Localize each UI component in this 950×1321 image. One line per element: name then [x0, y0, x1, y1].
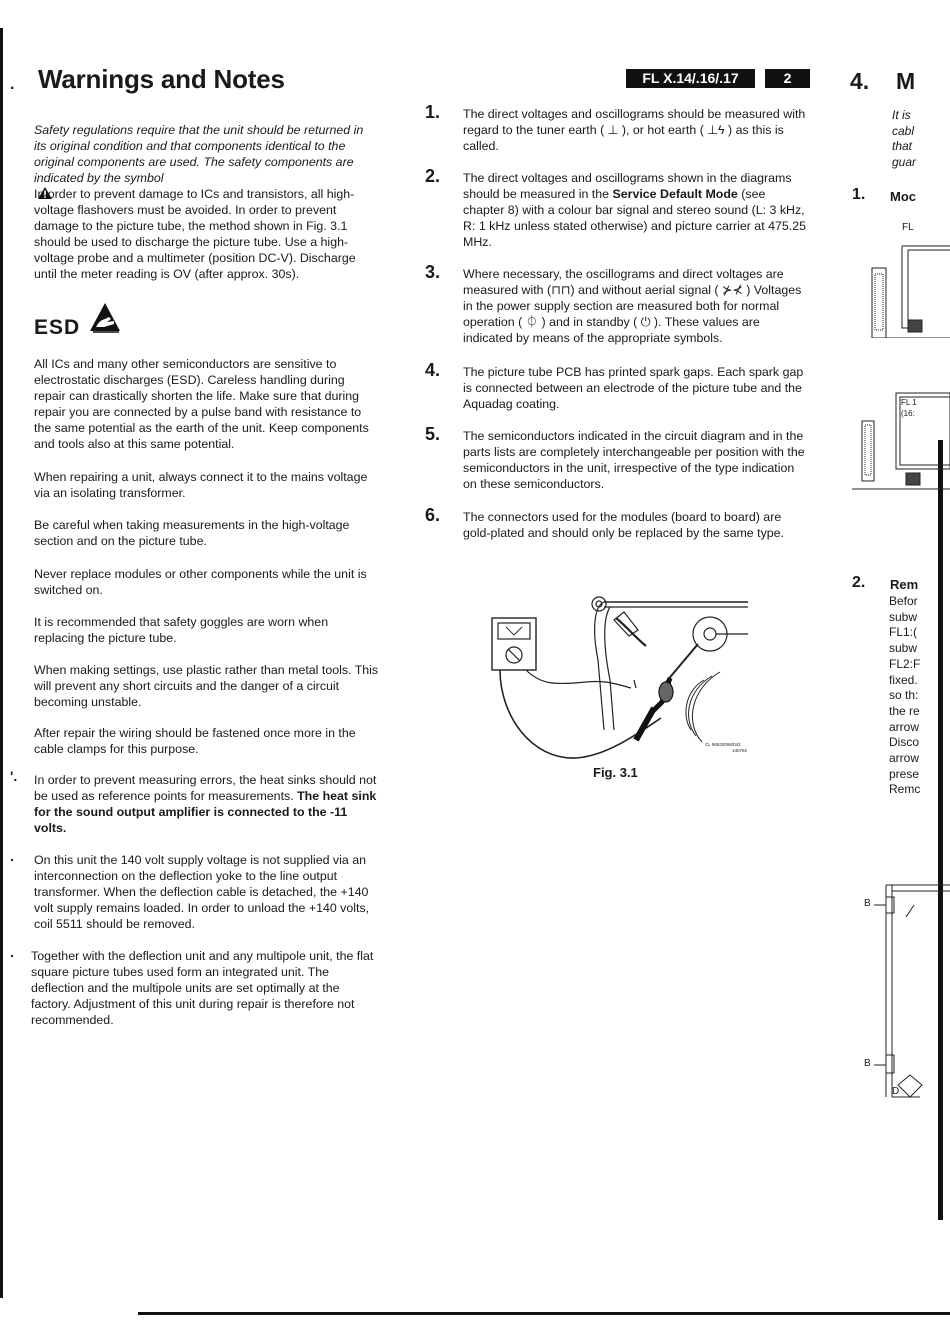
module-drawing-top [852, 238, 950, 338]
note-number: 4. [425, 360, 441, 380]
note-item: The semiconductors indicated in the circuit diagram and in the parts lists are completely interchangeable per position with the semiconductors in the unit, irrespective of the type indication on these semiconductors. [463, 429, 805, 491]
careful-paragraph: Be careful when taking measurements in the high-voltage section and on the picture tube. [34, 518, 350, 548]
note-number: 2. [425, 166, 441, 186]
tools-paragraph: When making settings, use plastic rather than metal tools. This will prevent any short circuits and the danger of a circuit becoming unstable. [34, 663, 379, 709]
next-section-title: M [896, 68, 916, 94]
subsection-number: 2. [852, 574, 866, 591]
note-item: The picture tube PCB has printed spark gaps. Each spark gap is connected between an electrode of the picture tube and the Aquadag coating. [463, 365, 804, 411]
note-item: The connectors used for the modules (board to board) are gold-plated and should only be replaced by the same type. [463, 510, 784, 540]
wiring-paragraph: After repair the wiring should be fastened once more in the cable clamps for this purpose. [34, 726, 356, 756]
safety-intro-text: Safety regulations require that the unit should be returned in its original condition and that components identical to the original components are used. The safety components are indicated by the symbol [34, 123, 364, 185]
figure-caption: Fig. 3.1 [593, 765, 638, 780]
subsection-body: Befor subw FL1:( subw FL2:F fixed. so th: the re arrow Disco arrow presе Remc [889, 594, 921, 797]
bullet-mark: . [10, 848, 14, 864]
title-marker: . [10, 76, 15, 93]
note-text: (see chapter 8) with a colour bar signal and stereo sound (L: 3 kHz, R: 1 kHz unless stated otherwise) and picture carrier at 475.25 MHz. [463, 187, 806, 249]
b-label-bottom: B [864, 1058, 871, 1069]
deflection-paragraph: Together with the deflection unit and any multipole unit, the flat square picture tubes used form an integrated unit. The deflection and the multipole units are set optimally at the factory. Adjustment of this unit during repair is therefore not recommended. [31, 949, 374, 1027]
note-number: 6. [425, 505, 441, 525]
note-item: Where necessary, the oscillograms and direct voltages are measured with (⊓⊓) and without aerial signal ( ⊁⊀ ) Voltages in the power supply section are measured both for normal operation ( ⏀ ) and in standby ( ⏻ ). These values are indicated by means of the appropriate symbols. [463, 267, 802, 345]
fl-label: FL [902, 222, 914, 233]
fl1-sub-label: (16: [901, 409, 915, 418]
d-label: D [892, 1086, 900, 1097]
goggles-paragraph: It is recommended that safety goggles are worn when replacing the picture tube. [34, 615, 329, 645]
note-number: 3. [425, 262, 441, 282]
note-text: The direct voltages and oscillograms shown in the diagrams should be measured in the [463, 171, 792, 201]
connector-drawing [870, 875, 950, 1105]
next-section-intro: It is cabl that guar [892, 108, 917, 170]
fl1-label: FL 1 [901, 398, 917, 407]
mains-paragraph: When repairing a unit, always connect it to the mains voltage via an isolating transformer. [34, 470, 368, 500]
never-replace-paragraph: Never replace modules or other components while the unit is switched on. [34, 567, 367, 597]
note-number: 1. [425, 102, 441, 122]
subsection-number: 1. [852, 186, 866, 203]
b-label-top: B [864, 898, 871, 909]
subsection-title: Rem [890, 577, 919, 592]
bullet-mark: '. [10, 768, 18, 784]
model-tag: FL X.14/.16/.17 [626, 69, 755, 88]
subsection-title: Moc [890, 189, 916, 204]
heatsink-bold-text: The heat sink for the sound output amplifier is connected to the -11 volts. [34, 789, 377, 835]
bullet-mark: . [10, 944, 14, 960]
heatsink-text: In order to prevent measuring errors, the heat sinks should not be used as reference points for measurements. [34, 773, 377, 803]
figure-code: CL 96532098/042 [705, 742, 741, 747]
note-item [463, 170, 808, 250]
supply140-paragraph: On this unit the 140 volt supply voltage is not supplied via an interconnection on the deflection yoke to the line output transformer. When the deflection cable is detached, the +140 volt supply remains loaded. In order to unload the +140 volts, coil 5511 should be removed. [34, 853, 370, 931]
esd-hand-icon [89, 303, 121, 333]
page-title: Warnings and Notes [38, 64, 285, 94]
esd-heading: ESD [34, 316, 81, 339]
note-number: 5. [425, 424, 441, 444]
figure-code-2: 140792 [732, 748, 748, 753]
bottom-rule [138, 1312, 950, 1315]
discharge-diagram [486, 590, 756, 762]
page-tag: 2 [765, 69, 810, 88]
esd-paragraph: All ICs and many other semiconductors are sensitive to electrostatic discharges (ESD). Careless handling during repair can drastically shorten the life. Make sure that during repair you are connected by a pulse band with resistance to the same potential as the earth of the unit. Keep components and tools also at this same potential. [34, 357, 369, 451]
next-section-number: 4. [850, 68, 870, 94]
heatsink-paragraph [34, 772, 379, 836]
multimeter-display [498, 623, 530, 639]
note-item: The direct voltages and oscillograms should be measured with regard to the tuner earth ( ⊥ ), or hot earth ( ⊥ϟ ) as this is called. [463, 107, 806, 153]
discharge-paragraph: In order to prevent damage to ICs and transistors, all high-voltage flashovers must be avoided. In order to prevent damage to the picture tube, the method shown in Fig. 3.1 should be used to discharge the picture tube. Use a high-voltage probe and a multimeter (position DC-V). Discharge until the meter reading is OV (after approx. 30s). [34, 187, 356, 281]
note-bold-text: Service Default Mode [612, 187, 738, 201]
left-margin-bar [0, 28, 3, 1298]
